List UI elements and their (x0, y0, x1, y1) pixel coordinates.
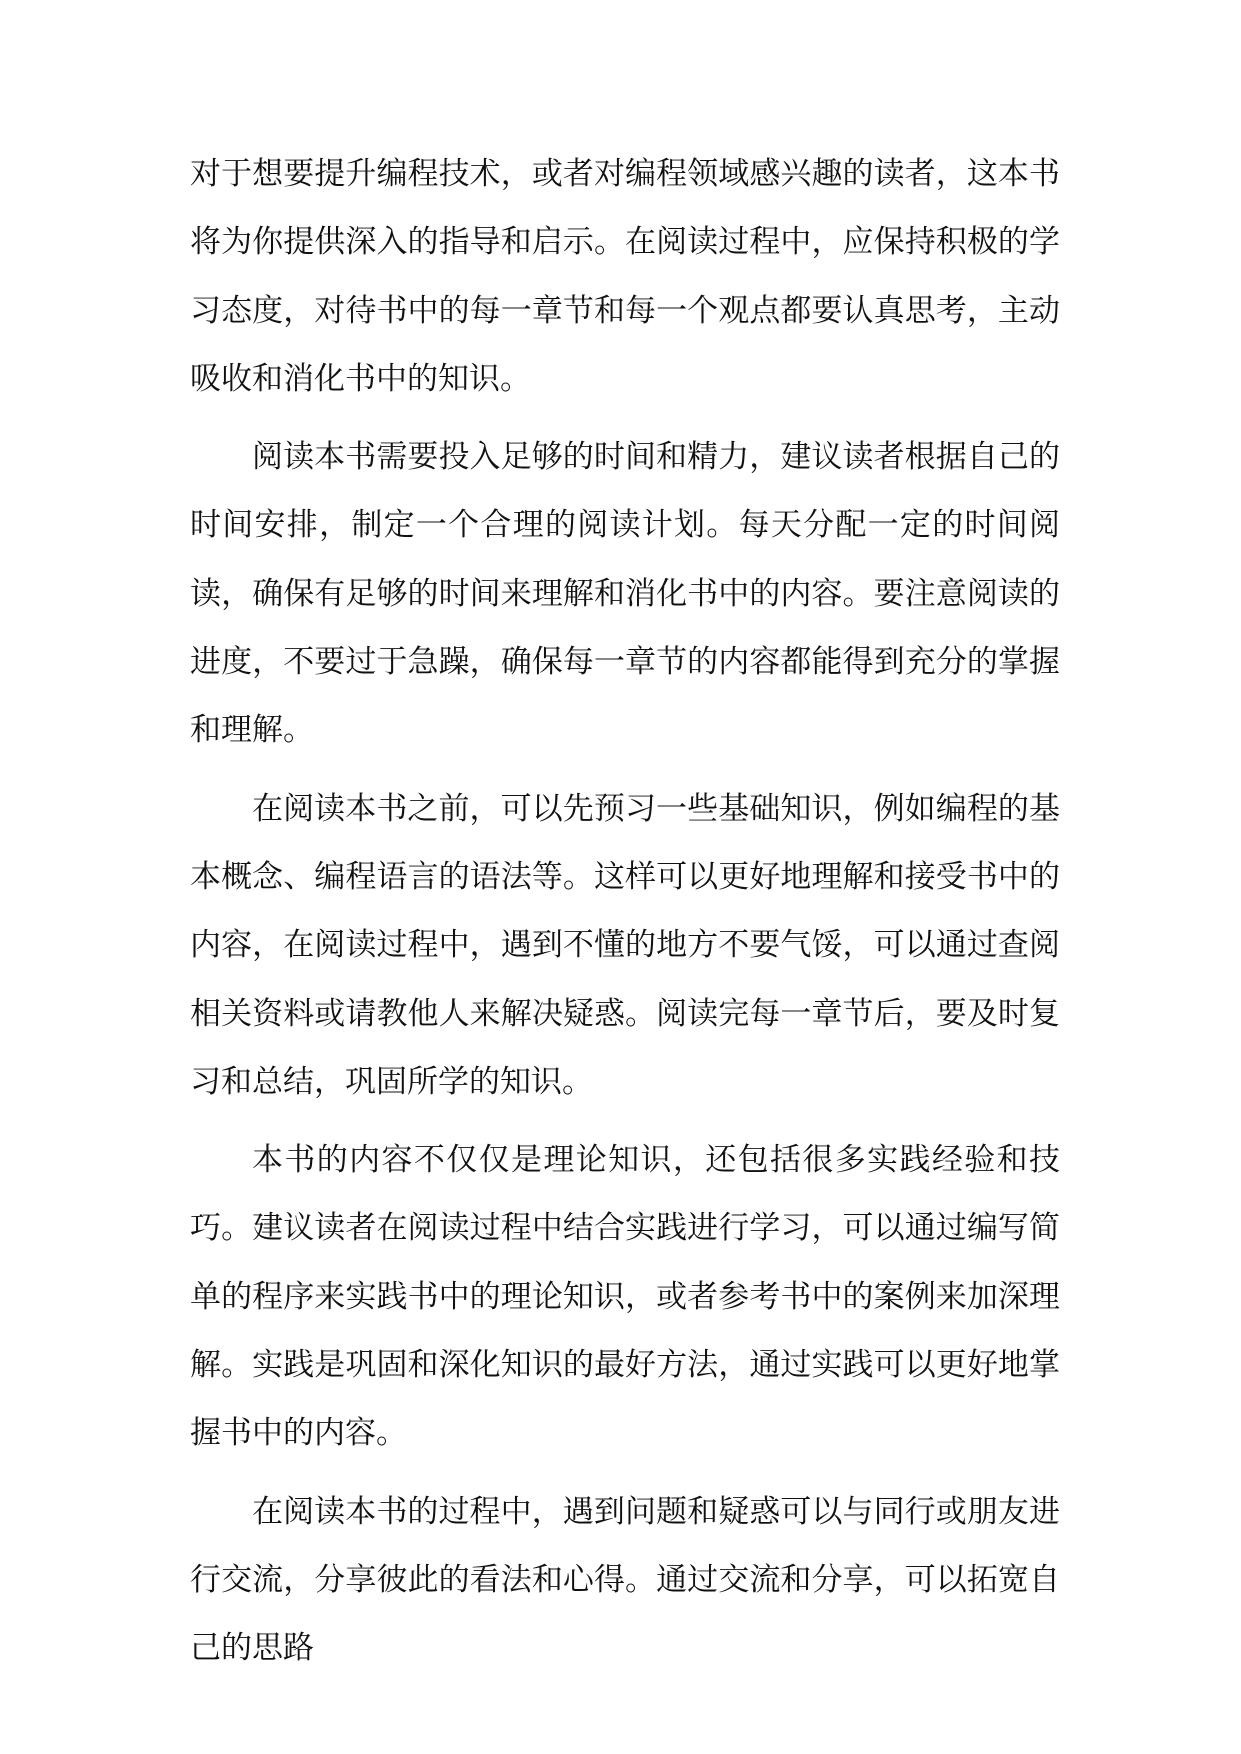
paragraph-5: 在阅读本书的过程中，遇到问题和疑惑可以与同行或朋友进行交流，分享彼此的看法和心得。通过交流和分享，可以拓宽自己的思路 (190, 1493, 1060, 1667)
paragraph-1: 对于想要提升编程技术，或者对编程领域感兴趣的读者，这本书将为你提供深入的指导和启示。在阅读过程中，应保持积极的学习态度，对待书中的每一章节和每一个观点都要认真思考，主动吸收和消化书中的知识。 (190, 156, 1060, 397)
document-body (190, 140, 1060, 1693)
paragraph-3: 在阅读本书之前，可以先预习一些基础知识，例如编程的基本概念、编程语言的语法等。这样可以更好地理解和接受书中的内容，在阅读过程中，遇到不懂的地方不要气馁，可以通过查阅相关资料或请教他人来解决疑惑。阅读完每一章节后，要及时复习和总结，巩固所学的知识。 (190, 790, 1060, 1100)
paragraph-2: 阅读本书需要投入足够的时间和精力，建议读者根据自己的时间安排，制定一个合理的阅读计划。每天分配一定的时间阅读，确保有足够的时间来理解和消化书中的内容。要注意阅读的进度，不要过于急躁，确保每一章节的内容都能得到充分的掌握和理解。 (190, 439, 1060, 749)
paragraph-4: 本书的内容不仅仅是理论知识，还包括很多实践经验和技巧。建议读者在阅读过程中结合实践进行学习，可以通过编写简单的程序来实践书中的理论知识，或者参考书中的案例来加深理解。实践是巩固和深化知识的最好方法，通过实践可以更好地掌握书中的内容。 (190, 1142, 1060, 1452)
